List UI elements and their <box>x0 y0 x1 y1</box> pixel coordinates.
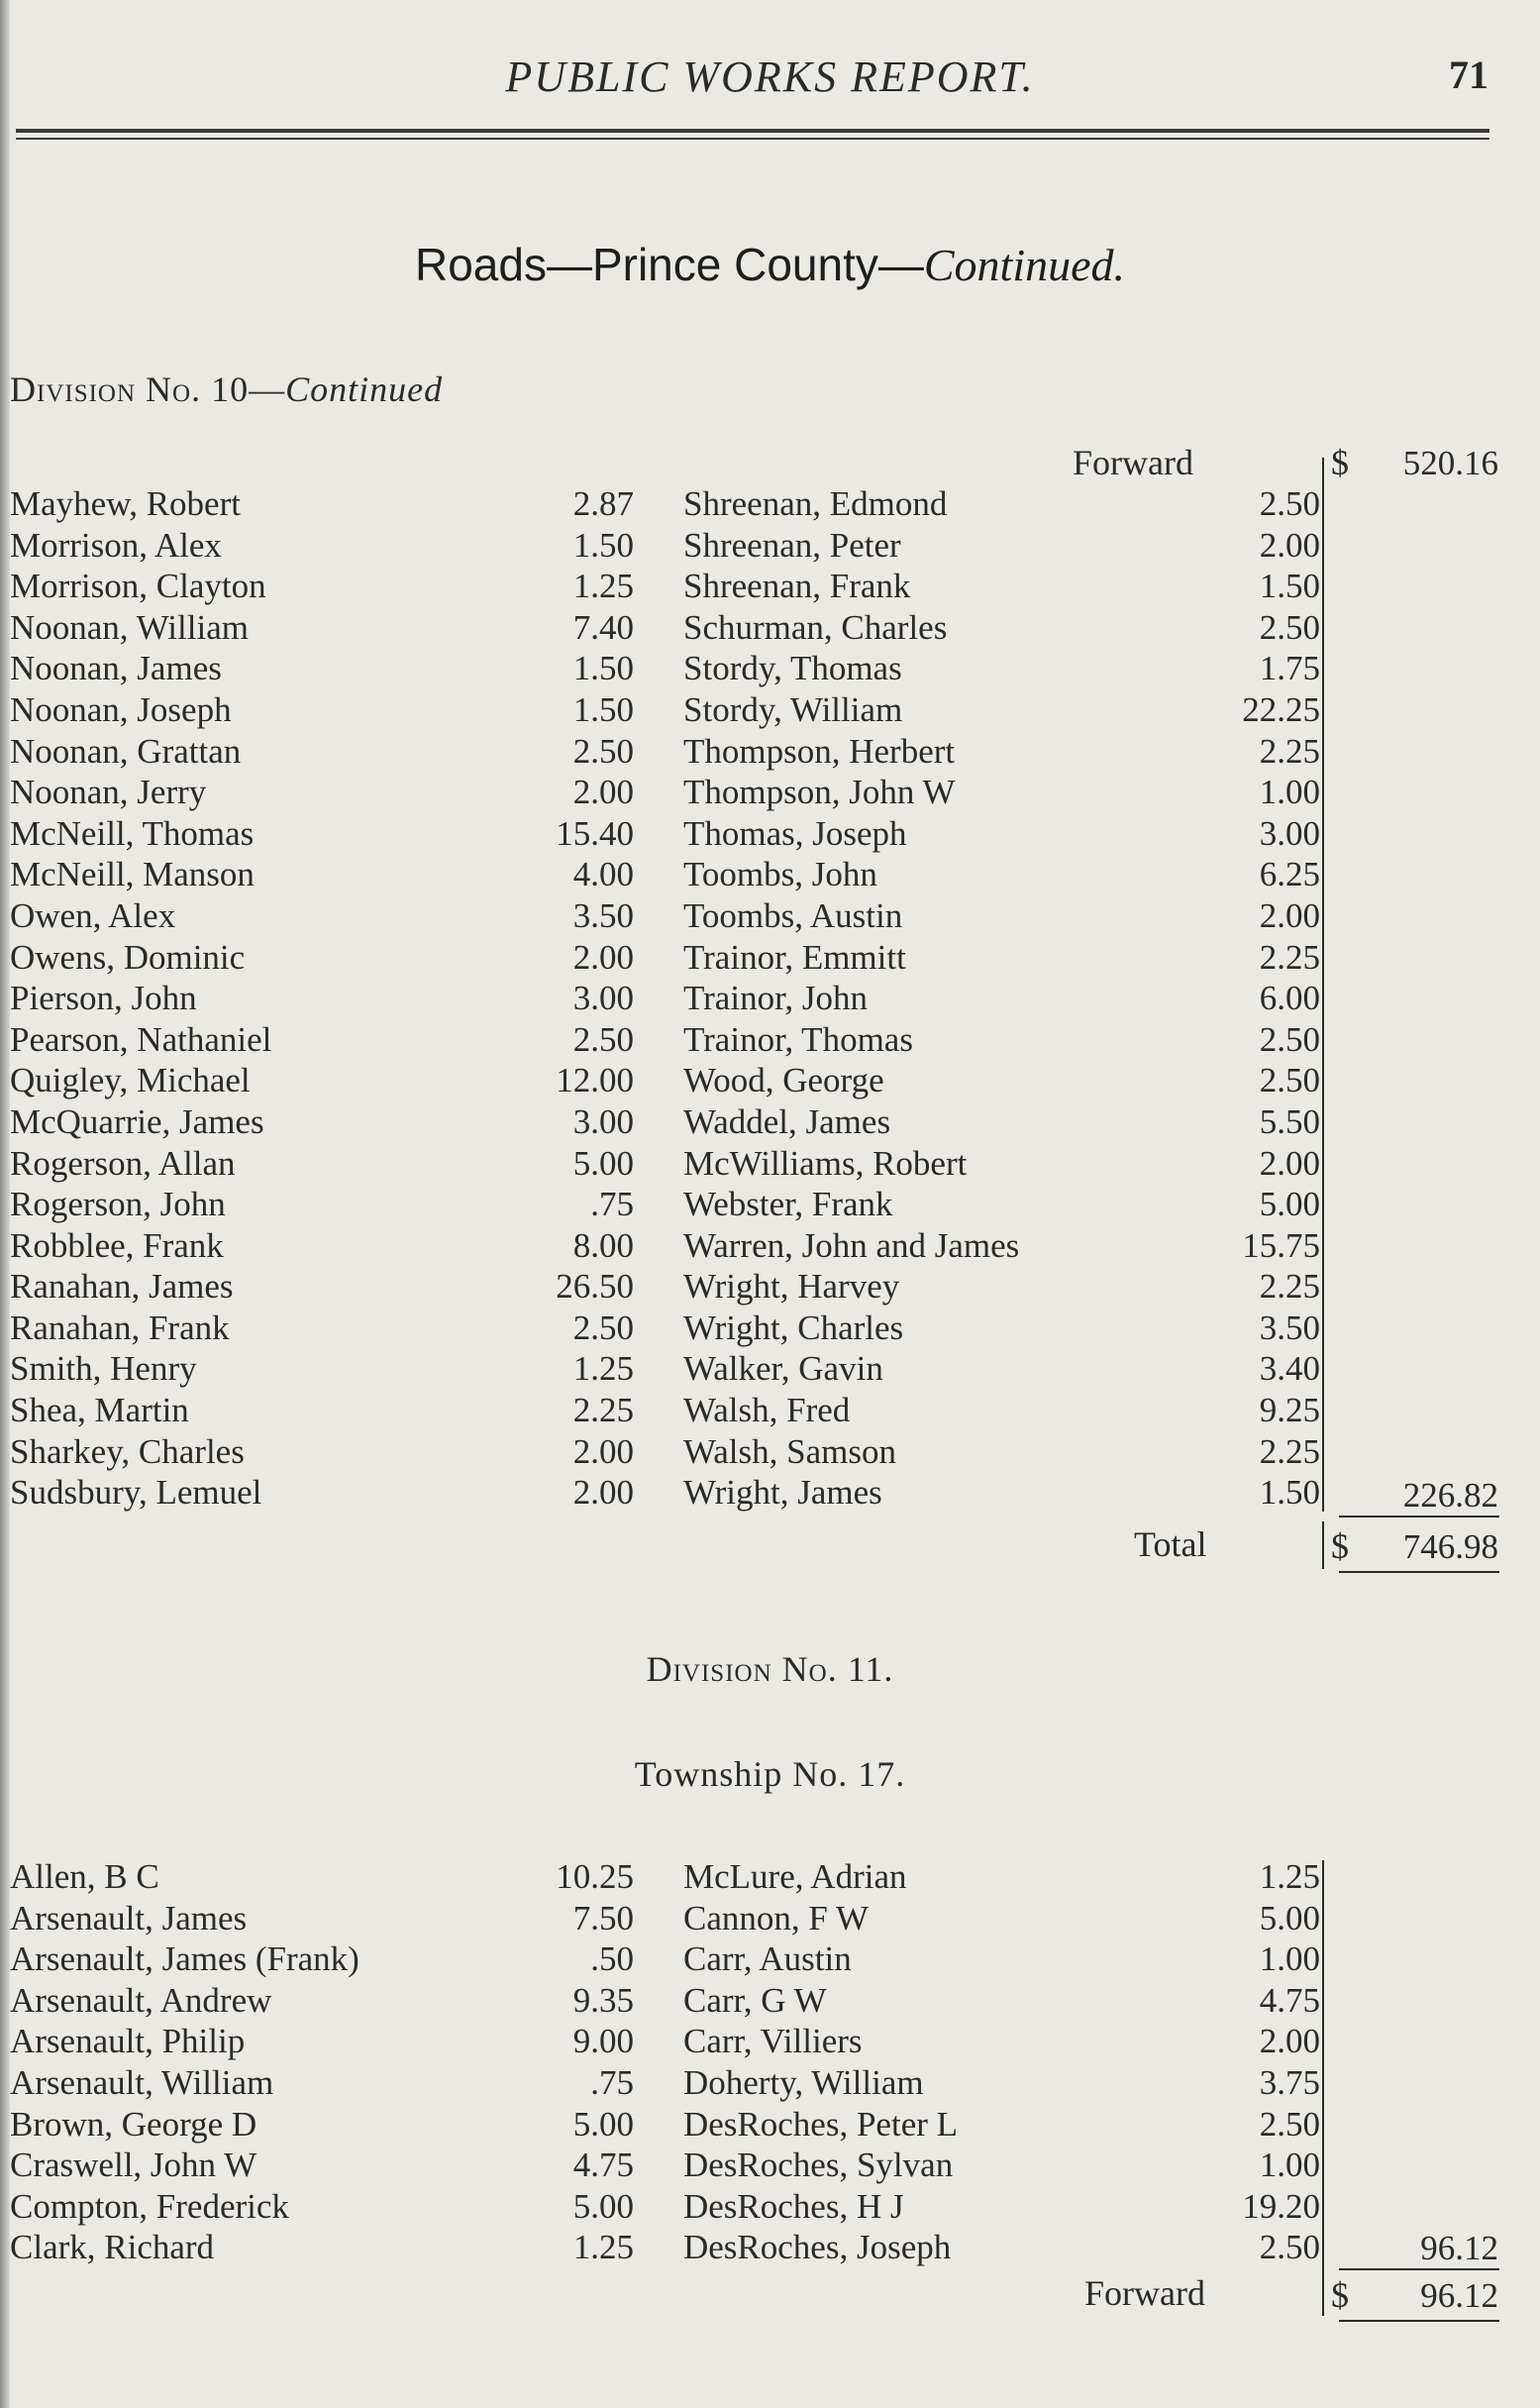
right-amount: 4.75 <box>1259 1980 1320 2020</box>
division-11-heading: Division No. 11. <box>646 1649 894 1689</box>
right-name: Trainor, John <box>683 979 868 1018</box>
left-name: Noonan, Jerry <box>10 773 207 812</box>
entry-row <box>0 1856 1540 1898</box>
right-amount: 2.50 <box>1259 607 1320 647</box>
entry-row <box>0 1060 1540 1101</box>
right-amount: 19.20 <box>1242 2186 1320 2226</box>
right-amount: 3.75 <box>1259 2062 1320 2102</box>
right-amount: 2.50 <box>1259 1061 1320 1100</box>
right-name: Carr, Villiers <box>683 2022 863 2061</box>
right-name: Carr, Austin <box>683 1939 852 1979</box>
left-name: Arsenault, James <box>10 1898 248 1937</box>
subtotal-underline <box>1339 1516 1499 1518</box>
running-header <box>0 52 1540 111</box>
entry-row <box>0 1143 1540 1185</box>
right-name: Webster, Frank <box>683 1185 893 1224</box>
right-name: Toombs, Austin <box>683 895 903 935</box>
right-name: Doherty, William <box>683 2062 924 2102</box>
entry-row <box>0 525 1540 567</box>
left-name: McNeill, Manson <box>10 855 255 894</box>
entry-row <box>0 1980 1540 2022</box>
left-amount: 2.50 <box>572 1019 634 1059</box>
left-amount: .75 <box>590 1185 634 1224</box>
entry-row <box>0 1266 1540 1308</box>
left-amount: 8.00 <box>572 1225 634 1265</box>
right-amount: 2.50 <box>1259 1019 1320 1059</box>
left-name: Craswell, John W <box>10 2146 257 2185</box>
left-name: Morrison, Clayton <box>10 567 266 606</box>
total-rule <box>1322 1521 1324 1569</box>
running-title: PUBLIC WORKS REPORT. <box>505 52 1035 101</box>
left-amount: 9.00 <box>572 2022 634 2061</box>
left-amount: 4.00 <box>572 855 634 894</box>
left-amount: 5.00 <box>572 2186 634 2226</box>
total-amount: 746.98 <box>1402 1527 1498 1566</box>
entry-row <box>0 2145 1540 2186</box>
left-amount: 9.35 <box>572 1980 634 2020</box>
right-name: Shreenan, Edmond <box>683 484 948 523</box>
division-10-heading-continued: Continued <box>285 369 444 409</box>
left-name: Noonan, Joseph <box>10 689 232 729</box>
entry-row <box>0 648 1540 689</box>
left-name: Pearson, Nathaniel <box>10 1019 272 1059</box>
right-name: Wright, Harvey <box>683 1267 900 1307</box>
entry-row <box>0 2021 1540 2062</box>
division-11-subtotal: 96.12 <box>1420 2229 1498 2267</box>
total-dollar-sign: $ <box>1331 1526 1349 1566</box>
left-amount: 2.00 <box>572 773 634 812</box>
section-title-main: Roads—Prince County— <box>414 239 924 290</box>
left-name: Sudsbury, Lemuel <box>10 1473 262 1513</box>
left-amount: 2.00 <box>572 937 634 977</box>
right-amount: 9.25 <box>1259 1391 1320 1430</box>
entry-row <box>0 731 1540 773</box>
right-name: McLure, Adrian <box>683 1857 907 1896</box>
right-name: Carr, G W <box>683 1980 827 2020</box>
left-amount: 7.50 <box>572 1898 634 1937</box>
left-name: Shea, Martin <box>10 1391 189 1430</box>
right-amount: 2.50 <box>1259 484 1320 523</box>
right-amount: 3.00 <box>1259 813 1320 853</box>
left-name: Ranahan, Frank <box>10 1308 230 1347</box>
division-11-entries <box>0 1856 1540 2268</box>
right-name: Thomas, Joseph <box>683 813 907 853</box>
left-amount: 2.00 <box>572 1473 634 1513</box>
right-name: Shreenan, Frank <box>683 567 911 606</box>
right-amount: 2.25 <box>1259 937 1320 977</box>
left-name: Noonan, Grattan <box>10 731 242 771</box>
right-amount: 2.25 <box>1259 731 1320 771</box>
right-amount: 2.50 <box>1259 2228 1320 2267</box>
entry-row <box>0 1898 1540 1939</box>
division-10-entries <box>0 483 1540 1514</box>
left-name: Mayhew, Robert <box>10 484 241 523</box>
right-amount: 5.00 <box>1259 1185 1320 1224</box>
left-name: Robblee, Frank <box>10 1225 224 1265</box>
right-name: Warren, John and James <box>683 1225 1020 1265</box>
section-title <box>0 238 1540 291</box>
left-amount: 15.40 <box>556 813 634 853</box>
left-name: Compton, Frederick <box>10 2186 289 2226</box>
left-amount: .50 <box>590 1939 634 1979</box>
right-amount: 1.75 <box>1259 649 1320 688</box>
left-amount: 2.50 <box>572 731 634 771</box>
entry-row <box>0 978 1540 1019</box>
left-amount: 1.50 <box>572 649 634 688</box>
entry-row <box>0 1184 1540 1225</box>
left-amount: 1.50 <box>572 689 634 729</box>
left-name: Arsenault, Philip <box>10 2022 246 2061</box>
entry-row <box>0 566 1540 607</box>
right-name: Stordy, William <box>683 689 903 729</box>
right-name: DesRoches, Peter L <box>683 2104 959 2144</box>
right-name: Trainor, Thomas <box>683 1019 913 1059</box>
forward-label: Forward <box>1073 443 1193 482</box>
left-name: Owen, Alex <box>10 895 176 935</box>
entry-row <box>0 772 1540 813</box>
right-name: Thompson, Herbert <box>683 731 956 771</box>
entry-row <box>0 1101 1540 1143</box>
division-11-forward-dollar: $ <box>1331 2275 1349 2315</box>
right-name: McWilliams, Robert <box>683 1143 968 1183</box>
right-name: Shreenan, Peter <box>683 525 901 565</box>
entry-row <box>0 1390 1540 1431</box>
right-amount: 6.00 <box>1259 979 1320 1018</box>
left-name: Rogerson, Allan <box>10 1143 236 1183</box>
entry-row <box>0 937 1540 979</box>
total-label: Total <box>1134 1524 1207 1564</box>
left-amount: 2.25 <box>572 1391 634 1430</box>
right-amount: 1.50 <box>1259 1473 1320 1513</box>
left-name: McNeill, Thomas <box>10 813 255 853</box>
entry-row <box>0 607 1540 649</box>
left-name: Owens, Dominic <box>10 937 246 977</box>
entry-row <box>0 483 1540 525</box>
left-amount: .75 <box>590 2062 634 2102</box>
division-10-heading-text: Division No. 10— <box>10 369 286 409</box>
left-name: Clark, Richard <box>10 2228 215 2267</box>
right-name: Wood, George <box>683 1061 884 1100</box>
right-amount: 5.00 <box>1259 1898 1320 1937</box>
left-amount: 1.25 <box>572 1349 634 1389</box>
left-name: Arsenault, James (Frank) <box>10 1939 359 1979</box>
left-amount: 5.00 <box>572 2104 634 2144</box>
right-amount: 2.00 <box>1259 895 1320 935</box>
left-amount: 1.50 <box>572 525 634 565</box>
township-heading: Township No. 17. <box>634 1754 906 1794</box>
left-name: Morrison, Alex <box>10 525 222 565</box>
entry-row <box>0 2227 1540 2268</box>
entry-row <box>0 2104 1540 2146</box>
division-11-subtotal-underline <box>1339 2268 1499 2270</box>
header-rule-thick <box>16 129 1489 133</box>
left-amount: 3.00 <box>572 1101 634 1141</box>
right-amount: 3.50 <box>1259 1308 1320 1347</box>
division-10-subtotal: 226.82 <box>1402 1476 1498 1515</box>
right-name: Cannon, F W <box>683 1898 869 1937</box>
right-amount: 2.00 <box>1259 2022 1320 2061</box>
right-amount: 1.00 <box>1259 1939 1320 1979</box>
right-amount: 1.50 <box>1259 567 1320 606</box>
right-amount: 1.00 <box>1259 2146 1320 2185</box>
division-11-forward-label: Forward <box>1084 2273 1205 2313</box>
left-amount: 2.50 <box>572 1308 634 1347</box>
right-name: Walker, Gavin <box>683 1349 883 1389</box>
entry-row <box>0 2062 1540 2104</box>
header-rule-thin <box>16 138 1489 140</box>
left-amount: 3.50 <box>572 895 634 935</box>
right-amount: 15.75 <box>1242 1225 1320 1265</box>
right-amount: 5.50 <box>1259 1101 1320 1141</box>
entry-row <box>0 1472 1540 1514</box>
left-name: Brown, George D <box>10 2104 257 2144</box>
left-amount: 2.87 <box>572 484 634 523</box>
right-amount: 2.25 <box>1259 1267 1320 1307</box>
left-name: Noonan, William <box>10 607 249 647</box>
right-amount: 2.25 <box>1259 1431 1320 1471</box>
left-name: Smith, Henry <box>10 1349 197 1389</box>
right-name: Walsh, Samson <box>683 1431 896 1471</box>
left-name: Arsenault, Andrew <box>10 1980 272 2020</box>
entry-row <box>0 1225 1540 1267</box>
right-amount: 2.00 <box>1259 525 1320 565</box>
entry-row <box>0 1938 1540 1980</box>
left-amount: 10.25 <box>556 1857 634 1896</box>
left-amount: 1.25 <box>572 2228 634 2267</box>
left-name: Sharkey, Charles <box>10 1431 245 1471</box>
right-name: DesRoches, H J <box>683 2186 904 2226</box>
left-name: Rogerson, John <box>10 1185 226 1224</box>
right-amount: 22.25 <box>1242 689 1320 729</box>
left-amount: 4.75 <box>572 2146 634 2185</box>
right-amount: 2.00 <box>1259 1143 1320 1183</box>
forward-rule-2 <box>1322 2272 1324 2316</box>
right-amount: 6.25 <box>1259 855 1320 894</box>
left-amount: 26.50 <box>556 1267 634 1307</box>
left-name: McQuarrie, James <box>10 1101 264 1141</box>
right-amount: 3.40 <box>1259 1349 1320 1389</box>
left-amount: 7.40 <box>572 607 634 647</box>
forward-underline-2 <box>1339 2320 1499 2322</box>
left-amount: 5.00 <box>572 1143 634 1183</box>
division-10-heading <box>10 368 443 410</box>
page-number: 71 <box>1449 52 1489 97</box>
total-underline <box>1339 1571 1499 1573</box>
right-amount: 1.25 <box>1259 1857 1320 1896</box>
section-title-continued: Continued. <box>923 240 1126 290</box>
right-name: Wright, James <box>683 1473 882 1513</box>
entry-row <box>0 895 1540 937</box>
right-amount: 1.00 <box>1259 773 1320 812</box>
left-name: Allen, B C <box>10 1857 159 1896</box>
entry-row <box>0 1431 1540 1473</box>
entry-row <box>0 813 1540 855</box>
left-amount: 12.00 <box>556 1061 634 1100</box>
forward-dollar-sign: $ <box>1331 443 1349 482</box>
left-amount: 2.00 <box>572 1431 634 1471</box>
left-name: Pierson, John <box>10 979 197 1018</box>
right-amount: 2.50 <box>1259 2104 1320 2144</box>
left-amount: 1.25 <box>572 567 634 606</box>
right-name: Trainor, Emmitt <box>683 937 906 977</box>
left-name: Noonan, James <box>10 649 222 688</box>
right-name: Schurman, Charles <box>683 607 948 647</box>
right-name: Thompson, John W <box>683 773 956 812</box>
left-name: Ranahan, James <box>10 1267 234 1307</box>
entry-row <box>0 689 1540 731</box>
right-name: Waddel, James <box>683 1101 891 1141</box>
right-name: Toombs, John <box>683 855 877 894</box>
division-11-forward-amount: 96.12 <box>1420 2276 1498 2315</box>
right-name: Stordy, Thomas <box>683 649 902 688</box>
entry-row <box>0 1348 1540 1390</box>
entry-row <box>0 2186 1540 2228</box>
entry-row <box>0 1019 1540 1061</box>
right-name: DesRoches, Sylvan <box>683 2146 954 2185</box>
entry-row <box>0 854 1540 895</box>
entry-row <box>0 1308 1540 1349</box>
left-name: Quigley, Michael <box>10 1061 251 1100</box>
forward-amount: 520.16 <box>1402 444 1498 482</box>
left-amount: 3.00 <box>572 979 634 1018</box>
right-name: DesRoches, Joseph <box>683 2228 952 2267</box>
right-name: Wright, Charles <box>683 1308 904 1347</box>
left-name: Arsenault, William <box>10 2062 274 2102</box>
right-name: Walsh, Fred <box>683 1391 851 1430</box>
